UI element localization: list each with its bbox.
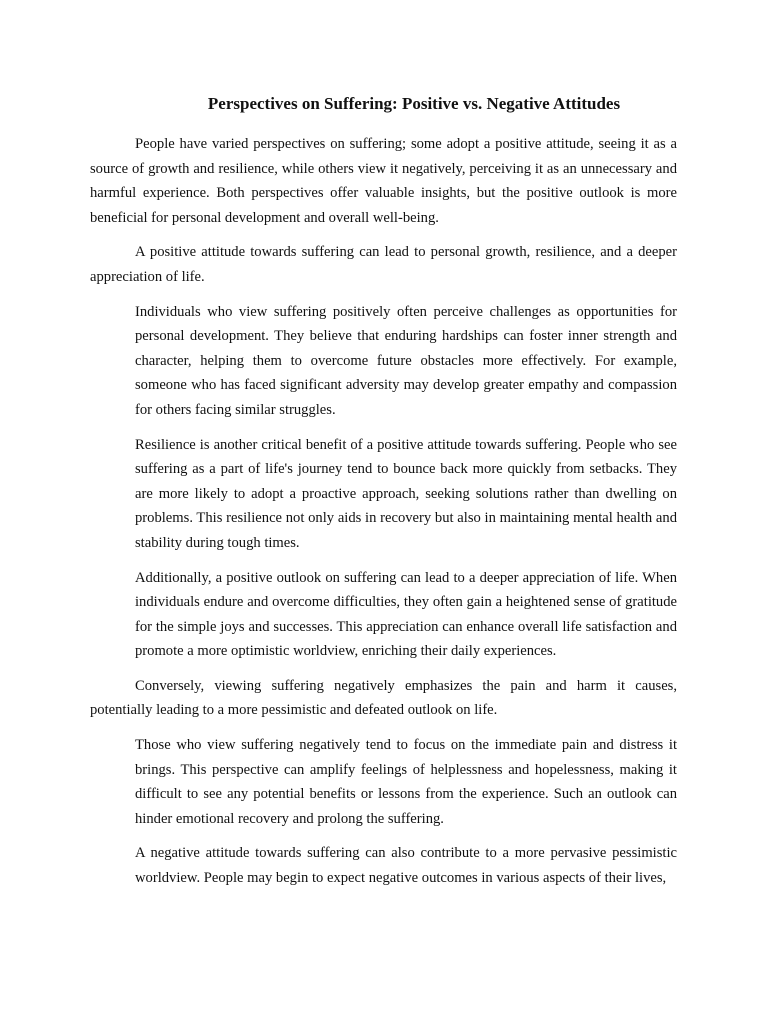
negative-thesis-paragraph: Conversely, viewing suffering negatively emphasizes the pain and harm it causes, potentially leading to a more pessimistic and defeated outlook on life. xyxy=(90,677,677,719)
pain-focus-paragraph: Those who view suffering negatively tend to focus on the immediate pain and distress it brings. This perspective can amplify feelings of helplessness and hopelessness, making it difficult to see any potential benefits or lessons from the experience. Such an outlook can hinder emotional recovery and prolong the suffering. xyxy=(135,737,677,827)
intro-paragraph: People have varied perspectives on suffering; some adopt a positive attitude, seeing it as a source of growth and resilience, while others view it negatively, perceiving it as an unnecessary and harmful experience. Both perspectives offer valuable insights, but the positive outlook is more beneficial for personal development and overall well-being. xyxy=(90,136,677,226)
appreciation-paragraph: Additionally, a positive outlook on suffering can lead to a deeper appreciation of life. When individuals endure and overcome difficulties, they often gain a heightened sense of gratitude for the simple joys and successes. This appreciation can enhance overall life satisfaction and promote a more optimistic worldview, enriching their daily experiences. xyxy=(135,569,677,660)
document-body xyxy=(90,132,677,901)
personal-growth-paragraph: Individuals who view suffering positively often perceive challenges as opportunities for personal development. They believe that enduring hardships can foster inner strength and character, helping them to overcome future obstacles more effectively. For example, someone who has faced significant adversity may develop greater empathy and compassion for others facing similar struggles. xyxy=(135,303,677,418)
positive-thesis-paragraph: A positive attitude towards suffering can lead to personal growth, resilience, and a deeper appreciation of life. xyxy=(90,244,677,285)
document-title: Perspectives on Suffering: Positive vs. Negative Attitudes xyxy=(207,94,621,113)
resilience-paragraph: Resilience is another critical benefit of a positive attitude towards suffering. People who see suffering as a part of life's journey tend to bounce back more quickly from setbacks. They are more likely to adopt a proactive approach, seeking solutions rather than dwelling on problems. This resilience not only aids in recovery but also in maintaining mental health and stability during tough times. xyxy=(135,436,677,551)
pessimism-paragraph: A negative attitude towards suffering can also contribute to a more pervasive pessimistic worldview. People may begin to expect negative outcomes in various aspects of their lives, xyxy=(135,845,677,887)
